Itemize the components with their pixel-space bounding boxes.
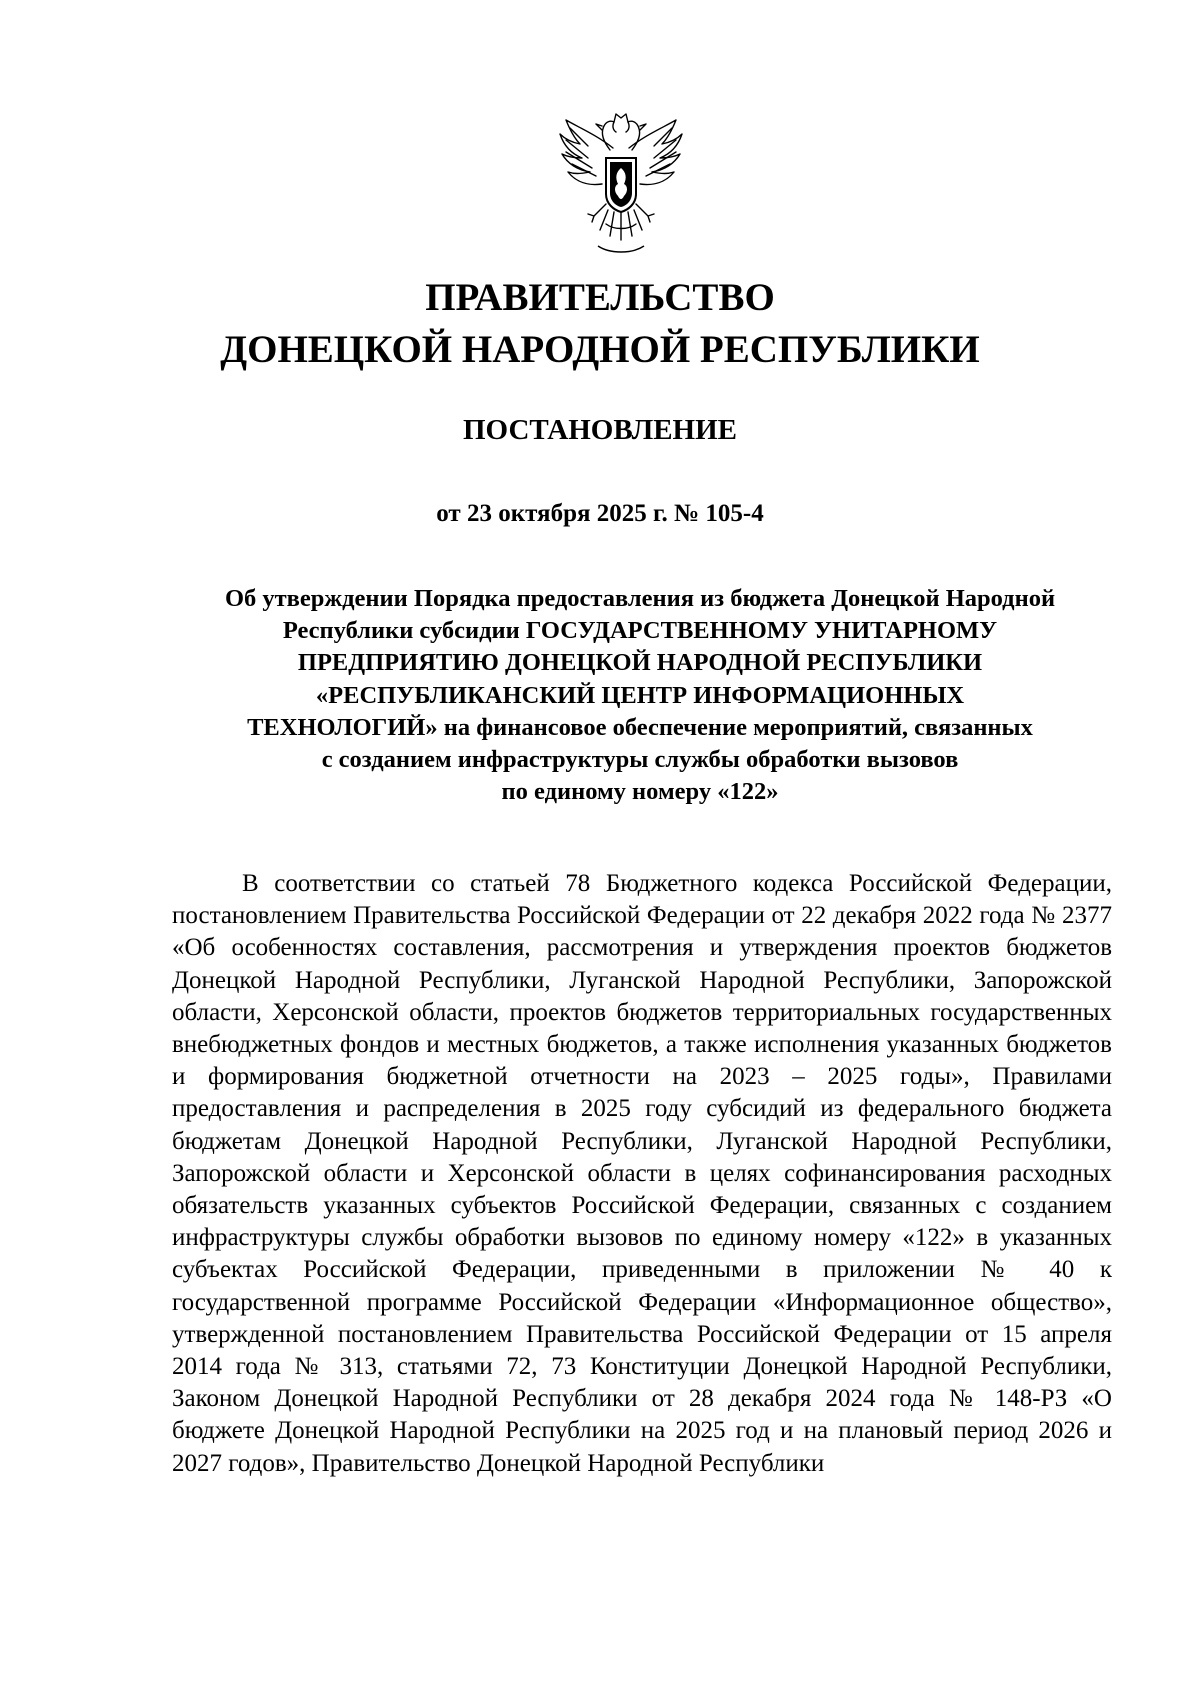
dnr-coat-of-arms-icon [558, 108, 684, 258]
title-line: ПРЕДПРИЯТИЮ ДОНЕЦКОЙ НАРОДНОЙ РЕСПУБЛИКИ [297, 649, 983, 677]
title-line: ТЕХНОЛОГИЙ» на финансовое обеспечение мероприятий, связанных [247, 713, 1033, 741]
document-date-number: от 23 октября 2025 г. № 105-4 [436, 500, 764, 527]
preamble-paragraph: В соответствии со статьей 78 Бюджетного кодекса Российской Федерации, постановлением Правительства Российской Федерации от 22 декабря 2022 года № 2377 «Об особенностях составления, рассмотрения и утверждения проектов бюджетов Донецкой Народной Республики, Луганской Народной Республики, Запорожской области, Херсонской области, проектов бюджетов территориальных государственных внебюджетных фондов и местных бюджетов, а также исполнения указанных бюджетов и формирования бюджетной отчетности на 2023 – 2025 годы», Правилами предоставления и распределения в 2025 году субсидий из федерального бюджета бюджетам Донецкой Народной Республики, Луганской Народной Республики, Запорожской области и Херсонской области в целях софинансирования расходных обязательств указанных субъектов Российской Федерации, связанных с созданием инфраструктуры службы обработки вызовов по единому номеру «122» в указанных субъектах Российской Федерации, приведенными в приложении № 40 к государственной программе Российской Федерации «Информационное общество», утвержденной постановлением Правительства Российской Федерации от 15 апреля 2014 года № 313, статьями 72, 73 Конституции Донецкой Народной Республики, Законом Донецкой Народной Республики от 28 декабря 2024 года № 148-РЗ «О бюджете Донецкой Народной Республики на 2025 год и на плановый период 2026 и 2027 годов», Правительство Донецкой Народной Республики [172, 870, 1112, 1477]
document-type: ПОСТАНОВЛЕНИЕ [462, 414, 737, 446]
government-name-line2: ДОНЕЦКОЙ НАРОДНОЙ РЕСПУБЛИКИ [220, 328, 980, 371]
title-line: по единому номеру «122» [501, 778, 779, 806]
government-name-line1: ПРАВИТЕЛЬСТВО [425, 276, 775, 319]
title-line: Республики субсидии ГОСУДАРСТВЕННОМУ УНИТАРНОМУ [282, 617, 998, 645]
title-line: «РЕСПУБЛИКАНСКИЙ ЦЕНТР ИНФОРМАЦИОННЫХ [315, 681, 965, 709]
title-line: с созданием инфраструктуры службы обработки вызовов [321, 746, 959, 774]
title-line: Об утверждении Порядка предоставления из бюджета Донецкой Народной [224, 585, 1056, 612]
government-name [0, 272, 1200, 376]
document-title [170, 583, 1110, 808]
